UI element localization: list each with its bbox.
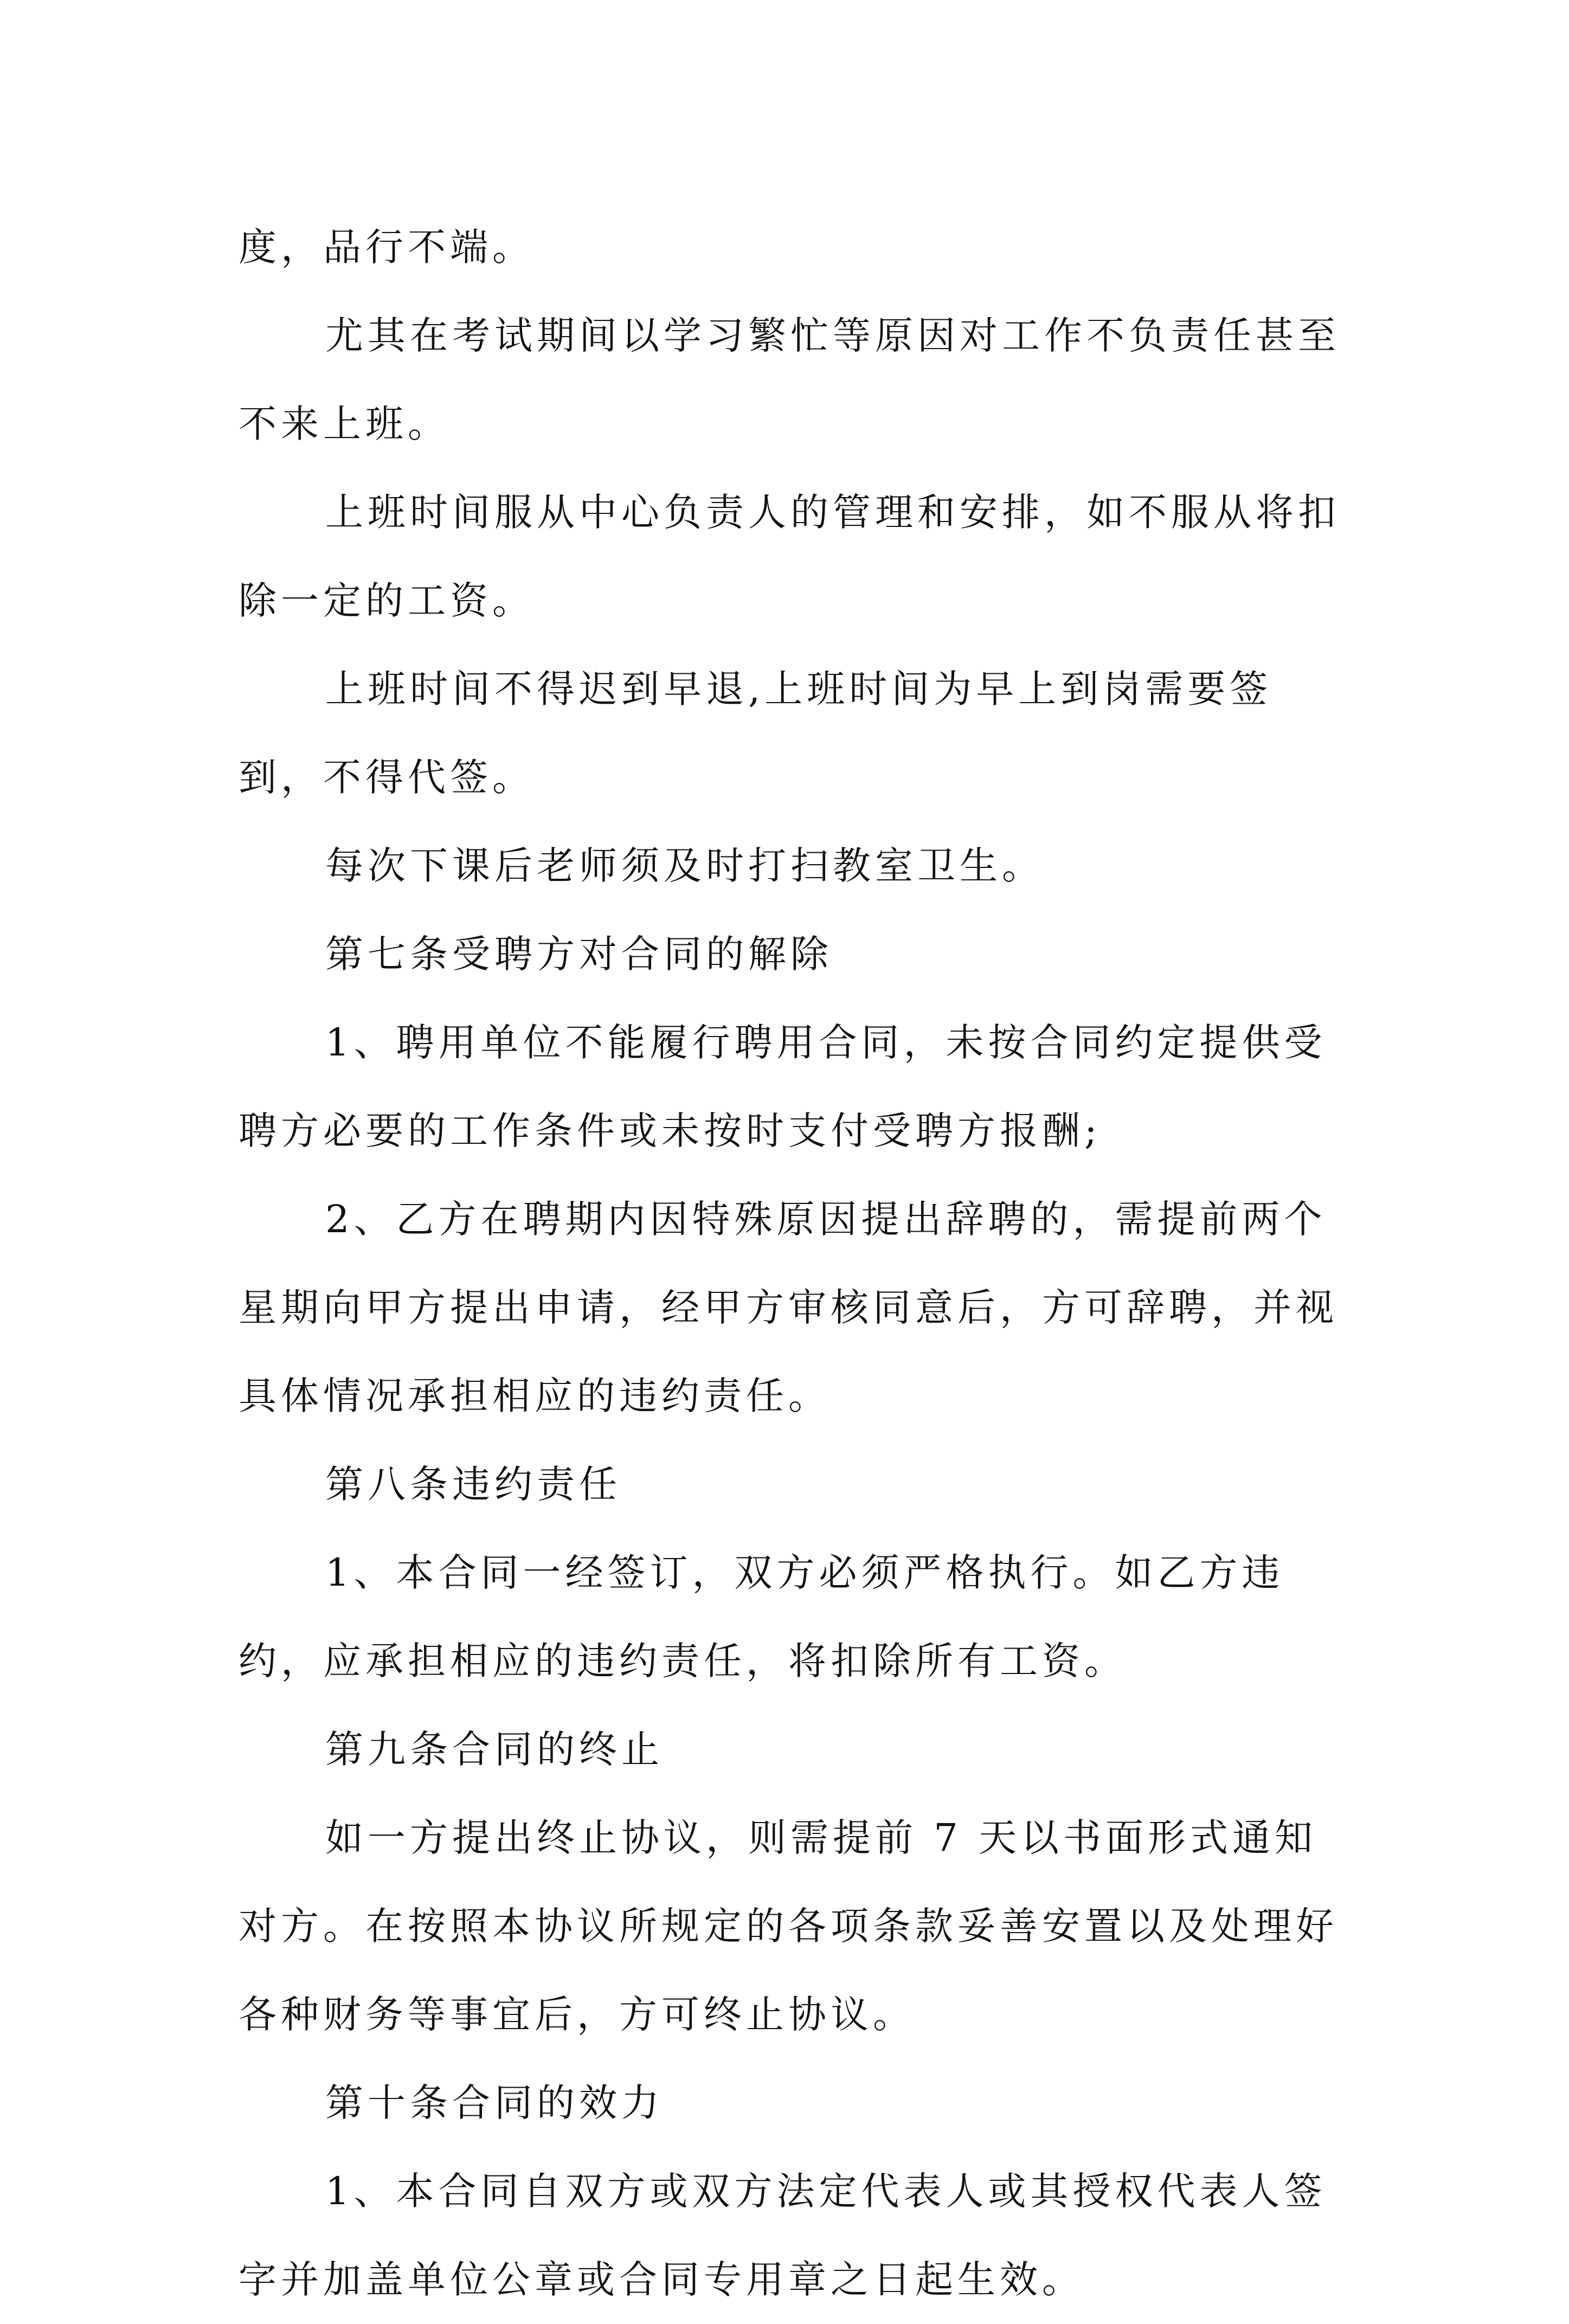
paragraph-article-8-item-1: 1、本合同一经签订，双方必须严格执行。如乙方违约，应承担相应的违约责任，将扣除所有工资。 (239, 1550, 1284, 1683)
paragraph-continuation: 度，品行不端。 (239, 225, 535, 269)
paragraph-article-7-item-1: 1、聘用单位不能履行聘用合同，未按合同约定提供受聘方必要的工作条件或未按时支付受聘方报酬; (239, 1020, 1327, 1153)
heading-article-9: 第九条合同的终止 (325, 1727, 664, 1772)
paragraph-obey-management: 上班时间服从中心负责人的管理和安排，如不服从将扣除一定的工资。 (239, 490, 1340, 623)
paragraph-article-7-item-2: 2、乙方在聘期内因特殊原因提出辞聘的，需提前两个星期向甲方提出申请，经甲方审核同意后，方可辞聘，并视具体情况承担相应的违约责任。 (239, 1197, 1338, 1418)
document-body (239, 203, 1355, 2324)
paragraph-clean-classroom: 每次下课后老师须及时打扫教室卫生。 (325, 844, 1044, 888)
heading-article-7: 第七条受聘方对合同的解除 (325, 932, 833, 976)
heading-article-8: 第八条违约责任 (325, 1462, 621, 1507)
paragraph-article-9-body: 如一方提出终止协议，则需提前 7 天以书面形式通知对方。在按照本协议所规定的各项条款妥善安置以及处理好各种财务等事宜后，方可终止协议。 (239, 1816, 1338, 2037)
paragraph-article-10-item-1: 1、本合同自双方或双方法定代表人或其授权代表人签字并加盖单位公章或合同专用章之日起生效。 (239, 2169, 1327, 2302)
paragraph-exam-period: 尤其在考试期间以学习繁忙等原因对工作不负责任甚至不来上班。 (239, 313, 1340, 446)
paragraph-no-late: 上班时间不得迟到早退,上班时间为早上到岗需要签到，不得代签。 (239, 667, 1272, 800)
heading-article-10: 第十条合同的效力 (325, 2081, 664, 2125)
